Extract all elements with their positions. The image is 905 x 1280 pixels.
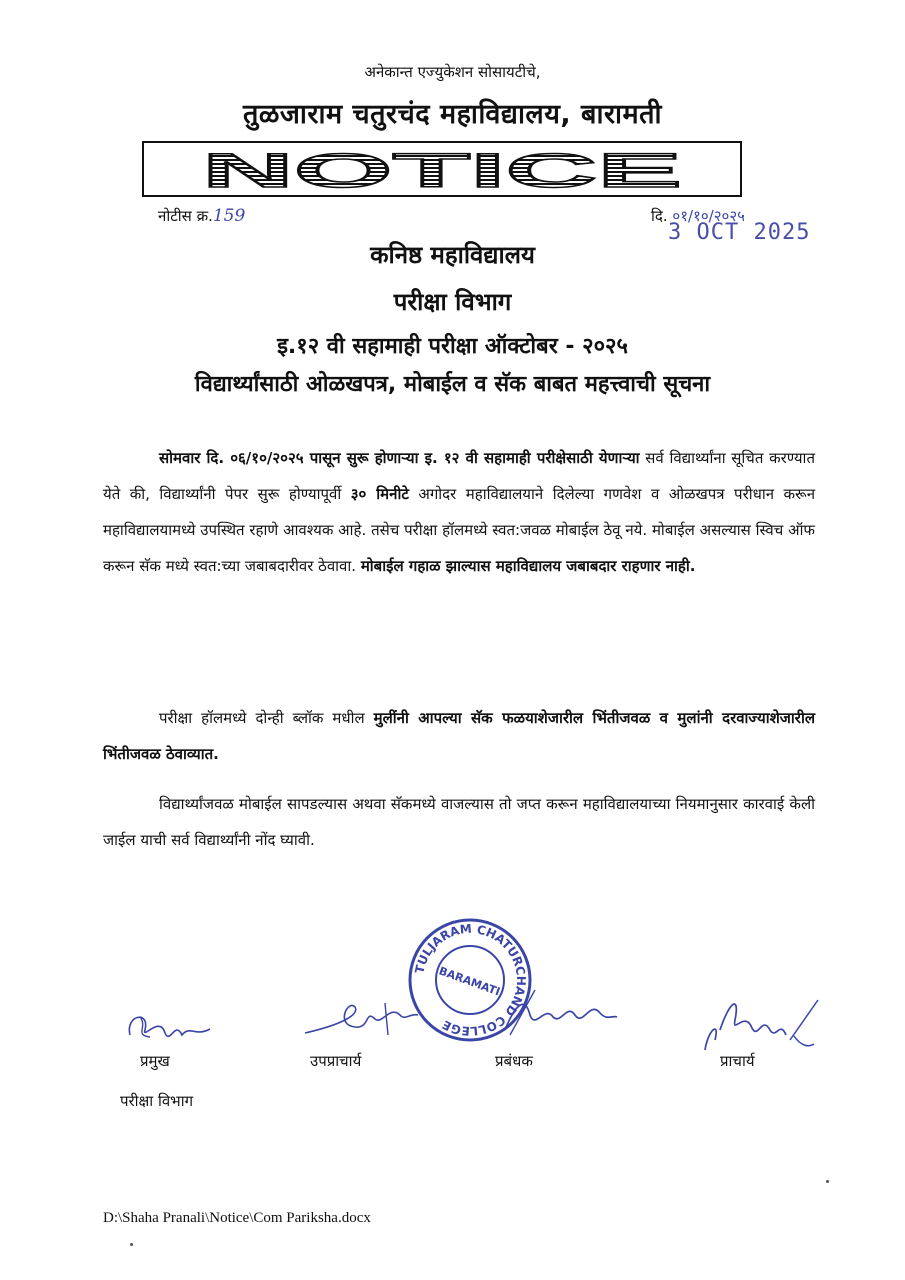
p1-bold-warning: मोबाईल गहाळ झाल्यास महाविद्यालय जबाबदार राहणार नाही.: [360, 557, 696, 575]
society-name: अनेकान्त एज्युकेशन सोसायटीचे,: [364, 63, 541, 81]
notice-number-label: नोटीस क्र.: [158, 207, 213, 225]
notice-date-value: ०१/१०/२०२५: [672, 207, 745, 225]
p2-text: परीक्षा हॉलमध्ये दोन्ही ब्लॉक मधील: [159, 709, 374, 727]
speck: [826, 1180, 829, 1183]
signature-registrar: [495, 985, 620, 1040]
seal-outer-text: TULJARAM CHATURCHAND COLLEGE: [412, 921, 529, 1039]
signature-pramukh: [120, 1005, 220, 1050]
title-exam-department: परीक्षा विभाग: [393, 288, 512, 316]
signature-vice-principal: [300, 995, 420, 1045]
notice-number-value: 159: [212, 206, 246, 226]
label-principal: प्राचार्य: [720, 1052, 755, 1070]
paragraph-3: विद्यार्थ्यांजवळ मोबाईल सापडल्यास अथवा सॅकमध्ये वाजल्यास तो जप्त करून महाविद्यालयाच्या नियमानुसार कारवाई केली जाईल याची सर्व विद्यार्थ्यांनी नोंद घ्यावी.: [103, 795, 815, 849]
notice-banner: [142, 141, 742, 197]
paragraph-2: [103, 700, 815, 772]
p1-text-2: अगोदर महाविद्यालयाने दिलेल्या गणवेश व ओळखपत्र परीधान करून महाविद्यालयामध्ये उपस्थित रहाणे आवश्यक आहे. तसेच परीक्षा हॉलमध्ये स्वत:जवळ मोबाईल ठेवू नये. मोबाईल असल्यास स्विच ऑफ करून सॅक मध्ये स्वत:च्या जबाबदारीवर ठेवावा.: [103, 485, 816, 575]
notice-date-label: दि.: [651, 207, 668, 225]
speck-2: [130, 1243, 133, 1246]
title-subject: विद्यार्थ्यांसाठी ओळखपत्र, मोबाईल व सॅक बाबत महत्त्वाची सूचना: [194, 372, 711, 397]
seal-inner-text: BARAMATI: [437, 964, 502, 999]
notice-word: NOTICE: [202, 145, 682, 195]
p1-bold-minutes: ३० मिनीटे: [350, 485, 409, 503]
label-exam-department: परीक्षा विभाग: [120, 1092, 194, 1110]
received-date-stamp: 3 OCT 2025: [668, 220, 811, 245]
notice-banner-graphic: [144, 143, 740, 195]
label-pramukh: प्रमुख: [140, 1052, 170, 1070]
signature-principal: [690, 990, 820, 1060]
p1-text: सर्व विद्यार्थ्यांना सूचित करण्यात येते की, विद्यार्थ्यांनी पेपर सुरू होण्यापूर्वी: [103, 449, 815, 503]
title-junior-college: कनिष्ठ महाविद्यालय: [370, 241, 535, 269]
notice-number: [158, 206, 245, 226]
title-exam-name: इ.१२ वी सहामाही परीक्षा ऑक्टोबर - २०२५: [277, 334, 628, 359]
label-vice-principal: उपप्राचार्य: [310, 1052, 362, 1070]
p1-bold-intro: सोमवार दि. ०६/१०/२०२५ पासून सुरू होणाऱ्या इ. १२ वी सहामाही परीक्षेसाठी येणाऱ्या: [159, 449, 640, 467]
college-name: तुळजाराम चतुरचंद महाविद्यालय, बारामती: [242, 99, 663, 130]
label-registrar: प्रबंधक: [495, 1052, 533, 1070]
p2-bold: मुलींनी आपल्या सॅक फळयाशेजारील भिंतीजवळ व मुलांनी दरवाज्याशेजारील भिंतीजवळ ठेवाव्यात.: [103, 709, 815, 763]
file-path-footer: D:\Shaha Pranali\Notice\Com Pariksha.docx: [103, 1210, 371, 1226]
paragraph-1: [103, 440, 815, 584]
